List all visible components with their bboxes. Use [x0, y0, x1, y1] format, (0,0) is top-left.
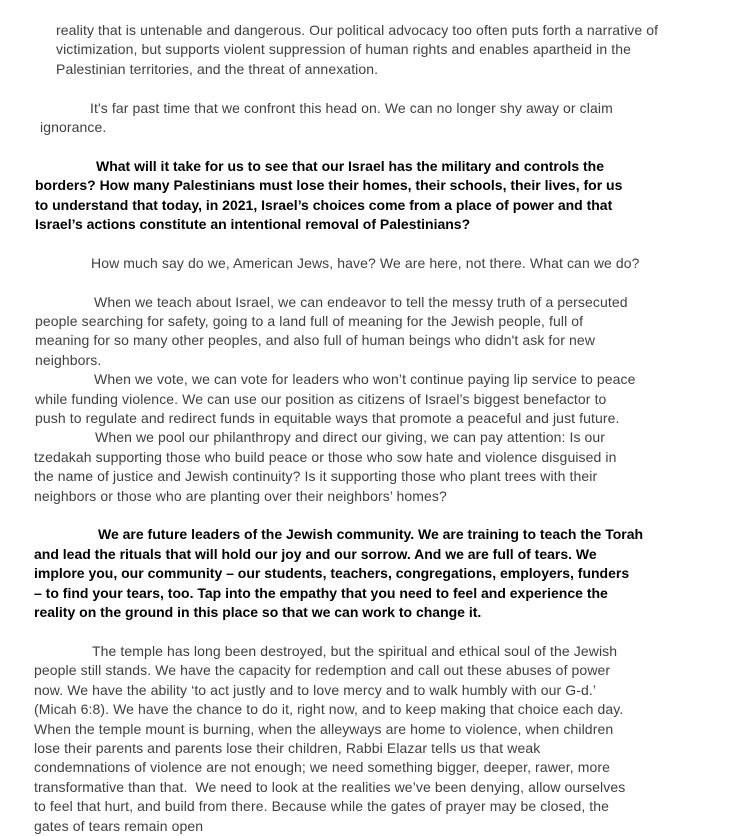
paragraph — [34, 525, 756, 622]
paragraph — [34, 428, 756, 506]
text-line: condemnations of violence are not enough; we need something bigger, deeper, rawer, more — [34, 759, 611, 776]
text-line: borders? How many Palestinians must lose their homes, their schools, their lives, for us — [35, 177, 623, 194]
text-line: It's far past time that we confront this head on. We can no longer shy away or claim — [90, 99, 613, 116]
text-line: meaning for so many other peoples, and also full of human beings who didn't ask for new — [35, 332, 596, 349]
document-body — [0, 21, 756, 836]
paragraph — [34, 254, 756, 273]
text-line: to feel that hurt, and build from there. Because while the gates of prayer may be closed, the — [34, 798, 610, 815]
text-line: Israel’s actions constitute an intentional removal of Palestinians? — [35, 216, 471, 233]
text-line: push to regulate and redirect funds in equitable ways that promote a peaceful and just future. — [35, 410, 620, 427]
paragraph — [34, 642, 756, 836]
text-line: to understand that today, in 2021, Israel’s choices come from a place of power and that — [35, 196, 613, 213]
text-line: Palestinian territories, and the threat of annexation. — [56, 60, 379, 77]
text-line: How much say do we, American Jews, have? We are here, not there. What can we do? — [91, 254, 640, 271]
text-line: – to find your tears, too. Tap into the empathy that you need to feel and experience the — [34, 584, 608, 601]
text-line: the name of justice and Jewish continuity? Is it supporting those who plant trees with their — [34, 468, 598, 485]
text-line: and lead the rituals that will hold our joy and our sorrow. And we are full of tears. We — [34, 545, 597, 562]
paragraph — [35, 157, 756, 235]
text-line: reality on the ground in this place so that we can work to change it. — [34, 604, 482, 621]
text-line: victimization, but supports violent suppression of human rights and enables apartheid in the — [56, 41, 631, 58]
text-line: When we pool our philanthropy and direct our giving, we can pay attention: Is our — [95, 429, 606, 446]
text-line: lose their parents and parents lose their children, Rabbi Elazar tells us that weak — [34, 739, 541, 756]
text-line: When we vote, we can vote for leaders who won’t continue paying lip service to peace — [94, 371, 636, 388]
text-line: When we teach about Israel, we can endeavor to tell the messy truth of a persecuted — [94, 293, 628, 310]
text-line: reality that is untenable and dangerous. Our political advocacy too often puts forth a narrative of — [56, 22, 659, 38]
text-line: The temple has long been destroyed, but the spiritual and ethical soul of the Jewish — [92, 642, 618, 659]
text-line: neighbors. — [35, 351, 102, 368]
text-line: ignorance. — [40, 119, 107, 136]
paragraph — [35, 370, 756, 428]
text-line: while funding violence. We can use our position as citizens of Israel’s biggest benefactor to — [35, 390, 607, 407]
text-line: now. We have the ability ‘to act justly and to love mercy and to walk humbly with our G-d.’ — [34, 681, 597, 698]
text-line: neighbors or those who are planting over their neighbors’ homes? — [34, 487, 447, 504]
text-line: people searching for safety, going to a land full of meaning for the Jewish people, full of — [35, 313, 584, 330]
paragraph — [56, 21, 756, 79]
text-line: gates of tears remain open — [34, 817, 204, 834]
text-line: When the temple mount is burning, when the alleyways are home to violence, when children — [34, 720, 614, 737]
text-line: We are future leaders of the Jewish community. We are training to teach the Torah — [98, 526, 644, 543]
text-line: (Micah 6:8). We have the chance to do it, right now, and to keep making that choice each day. — [34, 701, 624, 718]
text-line: tzedakah supporting those who build peace or those who sow hate and violence disguised in — [34, 448, 617, 465]
text-line: What will it take for us to see that our Israel has the military and controls the — [96, 157, 604, 174]
text-line: transformative than that. We need to look at the realities we’ve been denying, allow ourselves — [34, 778, 626, 795]
text-line: implore you, our community – our students, teachers, congregations, employers, funders — [34, 565, 630, 582]
paragraph — [35, 293, 756, 371]
document-page — [0, 21, 756, 836]
paragraph — [40, 99, 756, 138]
text-line: people still stands. We have the capacity for redemption and call out these abuses of power — [34, 662, 611, 679]
